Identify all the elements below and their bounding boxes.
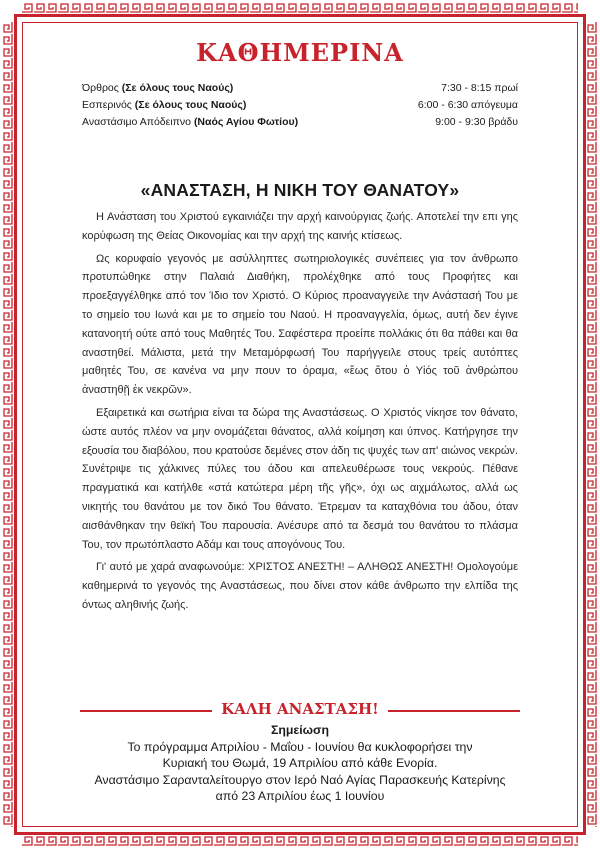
page-title: ΚΑΘΗΜΕΡΙΝΑ [196,38,404,67]
article-title: «ΑΝΑΣΤΑΣΗ, Η ΝΙΚΗ ΤΟΥ ΘΑΝΑΤΟΥ» [140,180,460,200]
service-time: 6:00 - 6:30 απόγευμα [417,99,518,111]
note-line: Το πρόγραμμα Απριλίου - Μαΐου - Ιουνίου θα κυκλοφορήσει την [127,739,473,754]
article-body [82,208,518,619]
service-name: Αναστάσιμο Απόδειπνο [82,116,192,128]
service-time: 7:30 - 8:15 πρωί [441,82,518,94]
greeting-rule-right [388,710,520,712]
daily-schedule [82,80,518,131]
service-location: (Σε όλους τους Ναούς) [121,82,234,94]
note-line: από 23 Απριλίου έως 1 Ιουνίου [215,789,385,803]
note-section [40,722,560,805]
easter-greeting: ΚΑΛΗ ΑΝΑΣΤΑΣΗ! [221,700,379,718]
article-paragraph: Ως κορυφαίο γεγονός με ασύλληπτες σωτηριολογικές συνέπειες για τον άνθρωπο προτυπώθηκε στην Παλαιά Διαθήκη, προλέχθηκε από τους Προφήτες και προεξαγγέλθηκε από τον Ίδιο τον Χριστό. Ο Κύριος προαναγγειλε την Ανάστασή Του με το σημείο του Ιωνά και με το σημείο του Ναού. Η προαναγγελία, όμως, αυτή δεν έγινε κατανοητή ούτε από τους Μαθητές Του. Σαφέστερα προείπε πολλάκις ότι θα πάθει και θα αναστηθεί. Μάλιστα, μετά την Μεταμόρφωσή Του παρήγγειλε στους τρείς αυτόπτες μαθητές Του, σε κανένα να μην πουν το όραμα, «ἕως ὅτου ὁ Υἱός τοῦ ἀνθρώπου ἀναστηθῇ ἐκ νεκρῶν». [82,252,518,397]
article-paragraph: Η Ανάσταση του Χριστού εγκαινιάζει την αρχή καινούργιας ζωής. Αποτελεί την επι γης κορύφωση της Θείας Οικονομίας και την αρχή της καινής κτίσεως. [82,211,518,242]
article-paragraph: Γι' αυτό με χαρά αναφωνούμε: ΧΡΙΣΤΟΣ ΑΝΕΣΤΗ! – ΑΛΗΘΩΣ ΑΝΕΣΤΗ! Ομολογούμε καθημερινά το γεγονός της Αναστάσεως, που δίνει στον κάθε άνθρωπο την ελπίδα της όντως αληθινής ζωής. [82,561,518,611]
service-location: (Ναός Αγίου Φωτίου) [193,116,299,128]
note-line: Αναστάσιμο Σαρανταλείτουργο στον Ιερό Ναό Αγίας Παρασκευής Κατερίνης [94,772,506,787]
note-title: Σημείωση [271,723,329,737]
schedule-row [82,97,518,114]
meander-border-bottom [22,836,578,846]
service-time: 9:00 - 9:30 βράδυ [435,116,518,128]
article-paragraph: Εξαιρετικά και σωτήρια είναι τα δώρα της Αναστάσεως. Ο Χριστός νίκησε τον θάνατο, ώστε αυτός πλέον να μην ονομάζεται θάνατος, αλλά κοίμηση και ύπνος. Κατήργησε την εξουσία του διαβόλου, που κρατούσε δεμένες στον άδη τις ψυχές των απ' αιώνος νεκρών. Συνέτριψε τις χάλκινες πύλες του άδου και απελευθέρωσε τους νεκρούς. Πέθανε πραγματικά και κατήλθε «στά κατώτερα μέρη τῆς γῆς», όχι ως αιχμάλωτος, αλλά ως νικητής του θανάτου με τον δικό Του θάνατο. Έτρεμαν τα καταχθόνια του άδου, όταν αισθάνθηκαν την θεϊκή Του παρουσία. Ανέσυρε από τα δεσμά του θανάτου το πλάσμα Του, τον πρωτόπλαστο Αδάμ και τους απογόνους Του. [82,406,518,551]
service-name: Όρθρος [82,82,119,94]
note-line: Κυριακή του Θωμά, 19 Απριλίου από κάθε Ενορία. [162,756,438,770]
schedule-row [82,80,518,97]
service-name: Εσπερινός [82,99,132,111]
service-location: (Σε όλους τους Ναούς) [134,99,247,111]
schedule-row [82,114,518,131]
meander-border-top [22,3,578,13]
